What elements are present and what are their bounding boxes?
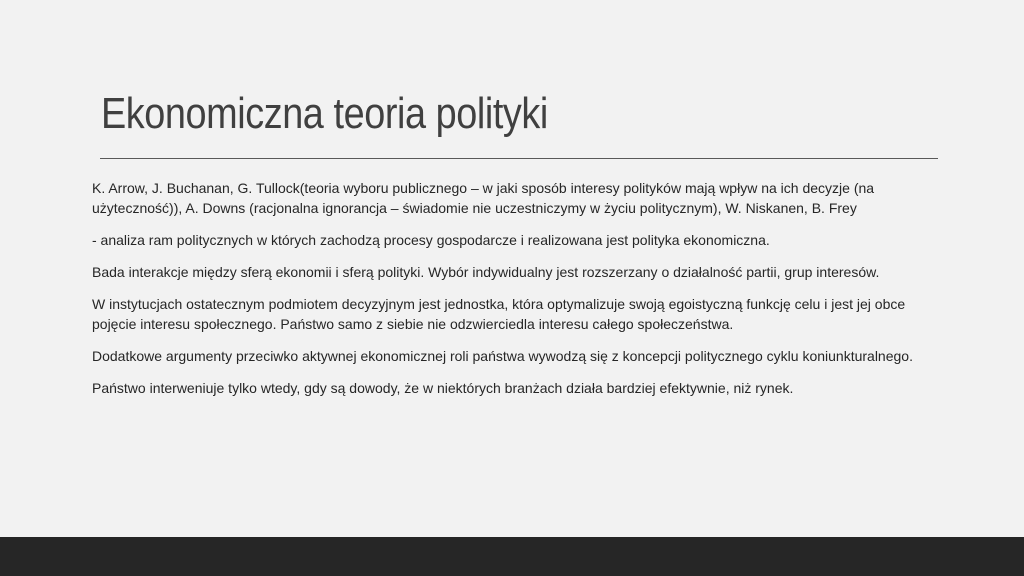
paragraph-analysis: - analiza ram politycznych w których zachodzą procesy gospodarcze i realizowana jest polityka ekonomiczna.: [92, 232, 770, 248]
paragraph-institutions: W instytucjach ostatecznym podmiotem decyzyjnym jest jednostka, która optymalizuje swoją egoistyczną funkcję celu i jest jej obce pojęcie interesu społecznego. Państwo samo z siebie nie odzwierciedla interesu całego społeczeństwa.: [92, 296, 906, 332]
footer-bar: [0, 537, 1024, 576]
paragraph-interactions: Bada interakcje między sferą ekonomii i sferą polityki. Wybór indywidualny jest rozszerzany o działalność partii, grup interesów.: [92, 264, 880, 280]
slide-body: [92, 178, 942, 410]
paragraph-authors-rest: , J. Buchanan, G. Tullock(teoria wyboru publicznego – w jaki sposób interesy polityków mają wpływ na ich decyzje (na użyteczność)), A. Downs (racjonalna ignorancja – świadomie nie uczestniczymy w życiu politycznym), W. Niskanen, B. Frey: [92, 180, 875, 216]
paragraph-authors-lead: K. Arrow: [92, 180, 145, 196]
paragraph-authors: [92, 178, 942, 218]
title-divider: [100, 158, 938, 159]
slide-title: Ekonomiczna teoria polityki: [101, 89, 548, 138]
paragraph-state-intervention: Państwo interweniuje tylko wtedy, gdy są dowody, że w niektórych branżach działa bardziej efektywnie, niż rynek.: [92, 380, 794, 396]
paragraph-arguments: Dodatkowe argumenty przeciwko aktywnej ekonomicznej roli państwa wywodzą się z koncepcji politycznego cyklu koniunkturalnego.: [92, 348, 913, 364]
